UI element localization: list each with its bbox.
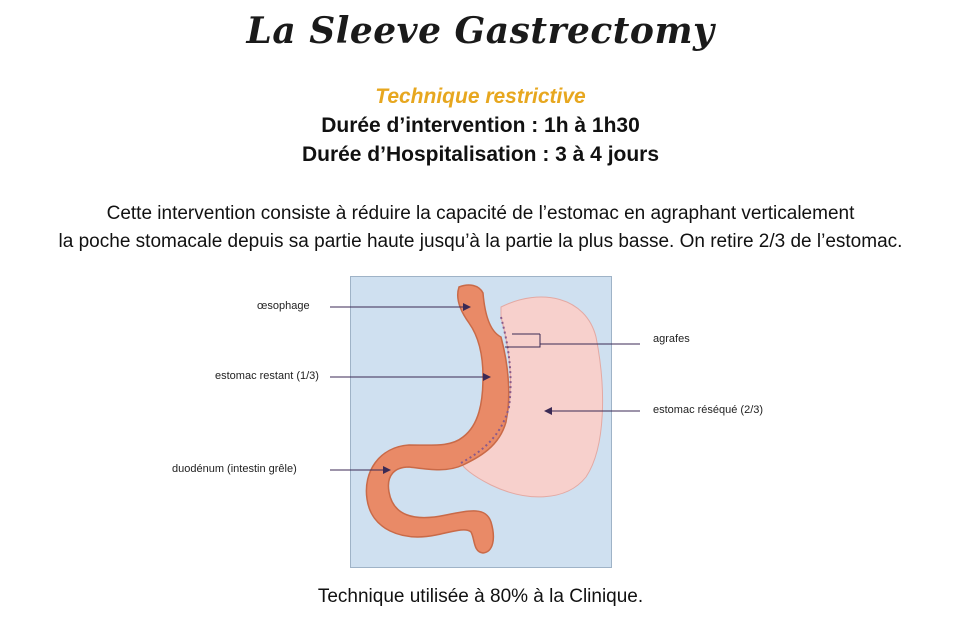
resected-stomach-label: estomac réséqué (2/3) (653, 404, 764, 416)
remaining-stomach-label: estomac restant (1/3) (215, 370, 319, 382)
page-title: La Sleeve Gastrectomy (246, 10, 715, 52)
clinic-usage-note: Technique utilisée à 80% à la Clinique. (317, 586, 644, 607)
duodenum-label: duodénum (intestin grêle) (172, 463, 297, 475)
description-line-2: la poche stomacale depuis sa partie haute jusqu’à la partie la plus basse. On retire 2/3 de l’estomac. (58, 231, 903, 252)
staples-label: agrafes (653, 333, 690, 345)
intervention-duration: Durée d’intervention : 1h à 1h30 (321, 114, 640, 137)
stomach-illustration (351, 277, 611, 567)
oesophagus-label: œsophage (257, 300, 310, 312)
description-line-1: Cette intervention consiste à réduire la capacité de l’estomac en agraphant verticalement (106, 203, 855, 224)
stomach-diagram (350, 276, 612, 568)
technique-subtitle: Technique restrictive (375, 85, 586, 108)
remaining-stomach-shape (366, 285, 508, 553)
hospitalisation-duration: Durée d’Hospitalisation : 3 à 4 jours (301, 143, 660, 166)
